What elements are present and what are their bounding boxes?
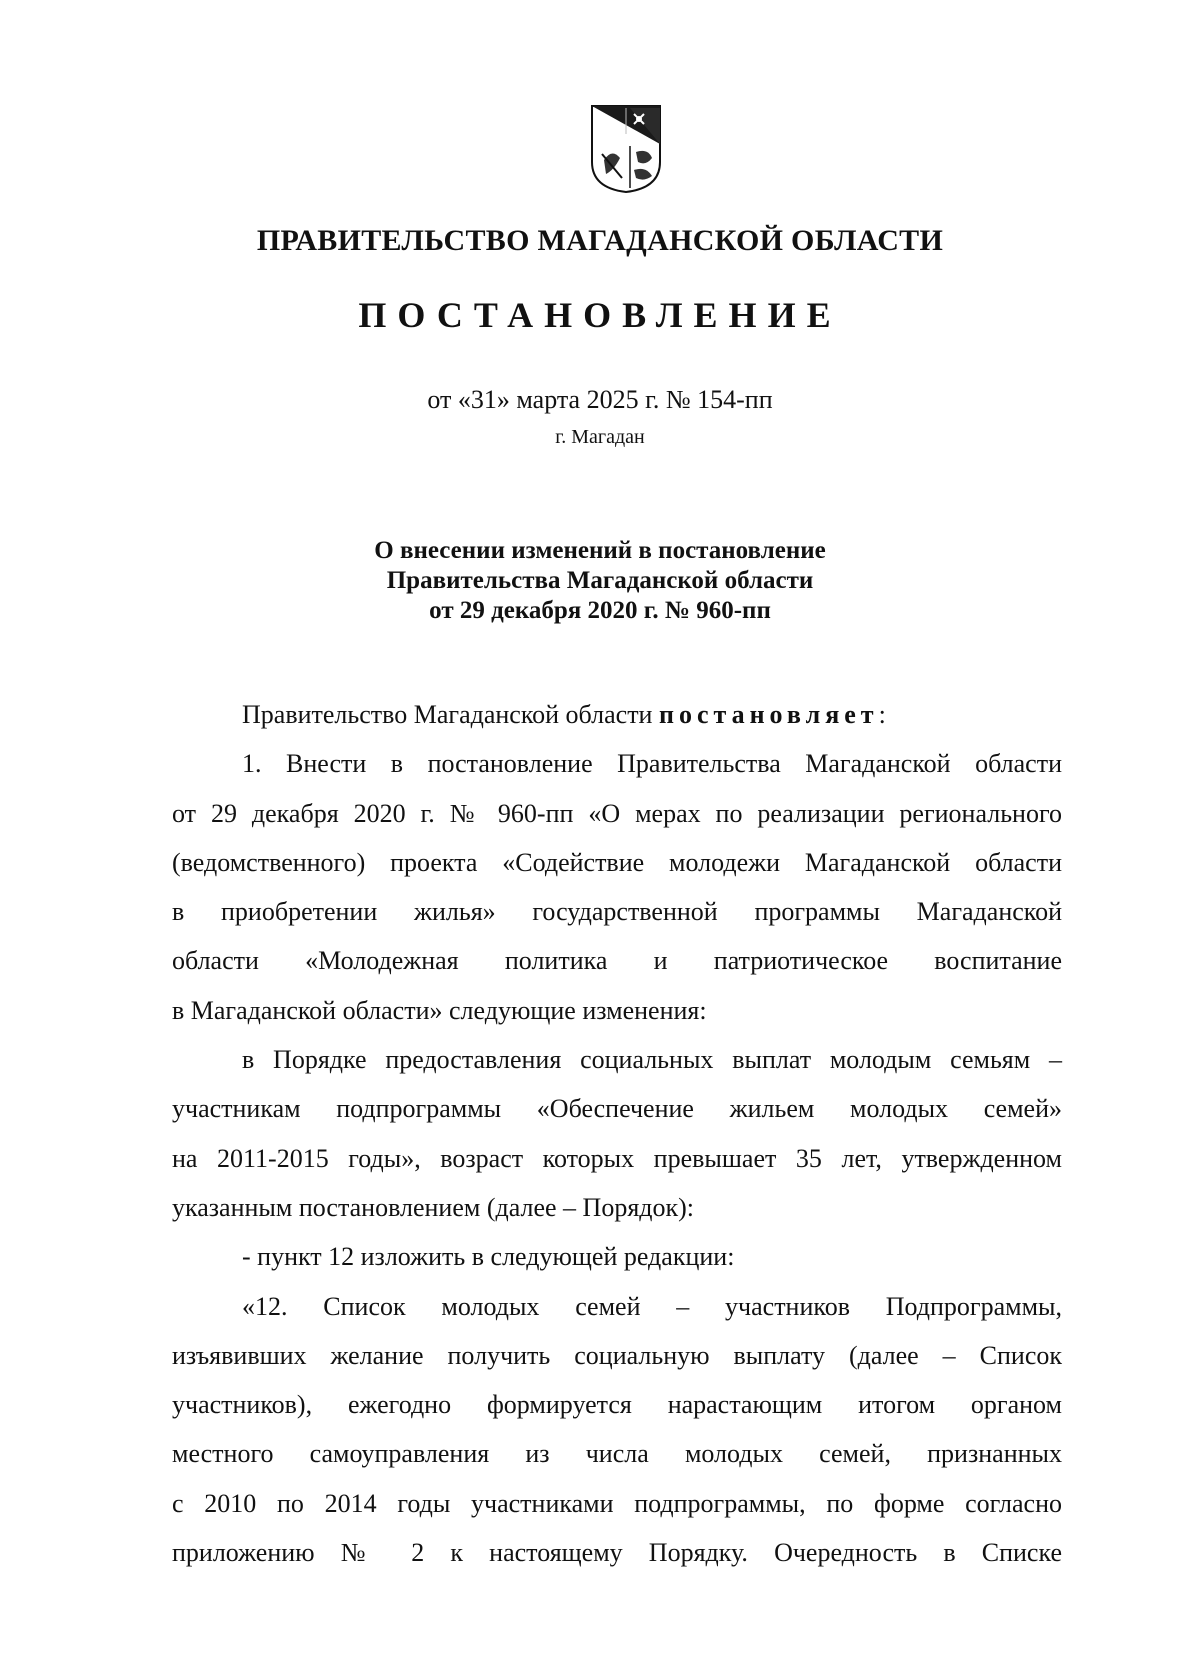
paragraph-line: в Магаданской области» следующие изменения: bbox=[172, 995, 707, 1025]
paragraph-line: в Порядке предоставления социальных выплат молодым семьям – bbox=[242, 1045, 1062, 1075]
subject-line: О внесении изменений в постановление bbox=[374, 537, 826, 564]
paragraph-line: области «Молодежная политика и патриотическое воспитание bbox=[172, 946, 1062, 976]
paragraph-line: указанным постановлением (далее – Порядок): bbox=[172, 1192, 695, 1222]
paragraph-line: на 2011-2015 годы», возраст которых превышает 35 лет, утвержденном bbox=[172, 1143, 1062, 1173]
paragraph-line: изъявивших желание получить социальную выплату (далее – Список bbox=[172, 1340, 1062, 1370]
document-body bbox=[172, 690, 1062, 1577]
paragraph-line: (ведомственного) проекта «Содействие молодежи Магаданской области bbox=[172, 847, 1062, 877]
preamble-colon: : bbox=[878, 700, 886, 729]
paragraph-line: - пункт 12 изложить в следующей редакции: bbox=[242, 1242, 735, 1272]
subject-line: от 29 декабря 2020 г. № 960-пп bbox=[429, 597, 771, 624]
document-type: ПОСТАНОВЛЕНИЕ bbox=[358, 295, 842, 335]
paragraph-line: участников), ежегодно формируется нарастающим итогом органом bbox=[172, 1390, 1062, 1420]
paragraph-line: участникам подпрограммы «Обеспечение жильем молодых семей» bbox=[172, 1094, 1062, 1124]
paragraph-line: приложению № 2 к настоящему Порядку. Очередность в Списке bbox=[172, 1538, 1062, 1568]
document-subject bbox=[0, 536, 1200, 626]
document-date-number: от «31» марта 2025 г. № 154-пп bbox=[427, 385, 773, 414]
preamble-lead: Правительство Магаданской области bbox=[242, 700, 659, 729]
preamble-verb: постановляет bbox=[658, 700, 879, 729]
preamble bbox=[172, 690, 1062, 739]
paragraph-line: в приобретении жилья» государственной программы Магаданской bbox=[172, 897, 1062, 927]
subject-line: Правительства Магаданской области bbox=[386, 567, 814, 594]
paragraph-line: от 29 декабря 2020 г. № 960-пп «О мерах по реализации регионального bbox=[172, 798, 1062, 828]
government-name: ПРАВИТЕЛЬСТВО МАГАДАНСКОЙ ОБЛАСТИ bbox=[256, 224, 944, 257]
document-city: г. Магадан bbox=[555, 426, 645, 448]
paragraph-line: 1. Внести в постановление Правительства Магаданской области bbox=[242, 749, 1062, 779]
paragraph-line: с 2010 по 2014 годы участниками подпрограммы, по форме согласно bbox=[172, 1488, 1062, 1518]
coat-of-arms-icon bbox=[590, 104, 662, 194]
paragraph-line: местного самоуправления из числа молодых семей, признанных bbox=[172, 1439, 1062, 1469]
paragraph-line: «12. Список молодых семей – участников Подпрограммы, bbox=[242, 1291, 1062, 1321]
